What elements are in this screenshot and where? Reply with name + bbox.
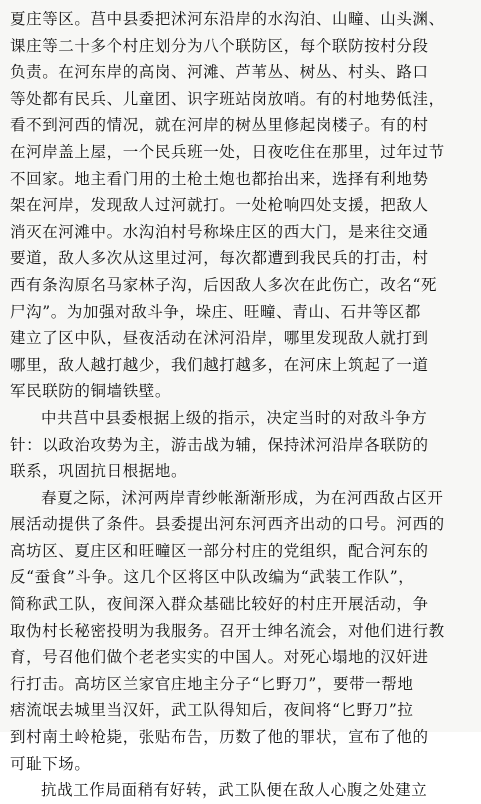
text-line: 展活动提供了条件。县委提出河东河西齐出动的口号。河西的 [10,515,445,534]
text-line: 西有条沟原名马家林子沟，后因敌人多次在此伤亡，改名“死 [10,275,438,294]
text-line: 要道，敌人多次从这里过河，每次都遭到我民兵的打击，村 [10,249,429,268]
text-line: 不回家。地主看门用的土枪土炮也都抬出来，选择有利地势 [10,169,429,188]
text-line: 行打击。高坊区兰家官庄地主分子“匕野刀”，要带一帮地 [10,674,414,693]
text-line: 简称武工队，夜间深入群众基础比较好的村庄开展活动，争 [10,595,429,614]
text-line: 哪里，敌人越打越少，我们越打越多，在河床上筑起了一道 [10,355,429,374]
text-line: 军民联防的铜墙铁壁。 [10,382,172,401]
text-line: 消灭在河滩中。水沟泊村号称垛庄区的西大门，是来往交通 [10,222,429,241]
body-text [10,6,472,804]
text-line: 针：以政治攻势为主，游击战为辅，保持沭河沿岸各联防的 [10,435,429,454]
text-line: 春夏之际，沭河两岸青纱帐渐渐形成，为在河西敌占区开 [41,488,444,507]
text-line: 架在河岸，发现敌人过河就打。一处枪响四处支援，把敌人 [10,196,429,215]
text-line: 等处都有民兵、儿童团、识字班站岗放哨。有的村地势低洼， [10,89,445,108]
text-line: 中共莒中县委根据上级的指示，决定当时的对敌斗争方 [41,408,428,427]
text-line: 反“蚕食”斗争。这几个区将区中队改编为“武装工作队”， [10,568,415,587]
text-line: 取伪村长秘密投明为我服务。召开士绅名流会，对他们进行教 [10,621,445,640]
text-line: 育，号召他们做个老老实实的中国人。对死心塌地的汉奸进 [10,648,429,667]
text-line: 痞流氓去城里当汉奸，武工队得知后，夜间将“匕野刀”拉 [10,701,414,720]
text-line: 可耻下场。 [10,754,91,773]
text-line: 到村南土岭枪毙，张贴布告，历数了他的罪状，宣布了他的 [10,728,429,747]
text-line: 建立了区中队，昼夜活动在沭河沿岸，哪里发现敌人就打到 [10,329,429,348]
text-line: 负责。在河东岸的高岗、河滩、芦苇丛、树丛、村头、路口 [10,63,429,82]
text-line: 抗战工作局面稍有好转，武工队便在敌人心腹之处建立 [41,781,428,800]
text-line: 联系，巩固抗日根据地。 [10,462,188,481]
text-line: 夏庄等区。莒中县委把沭河东沿岸的水沟泊、山疃、山头渊、 [10,10,445,28]
text-line: 尸沟”。为加强对敌斗争，垛庄、旺疃、青山、石井等区都 [10,302,422,321]
text-line: 高坊区、夏庄区和旺疃区一部分村庄的党组织，配合河东的 [10,541,429,560]
text-line: 看不到河西的情况，就在河岸的树丛里修起岗楼子。有的村 [10,116,429,135]
text-line: 课庄等二十多个村庄划分为八个联防区，每个联防按村分段 [10,36,429,55]
text-line: 在河岸盖上屋，一个民兵班一处，日夜吃住在那里，过年过节 [10,142,445,161]
